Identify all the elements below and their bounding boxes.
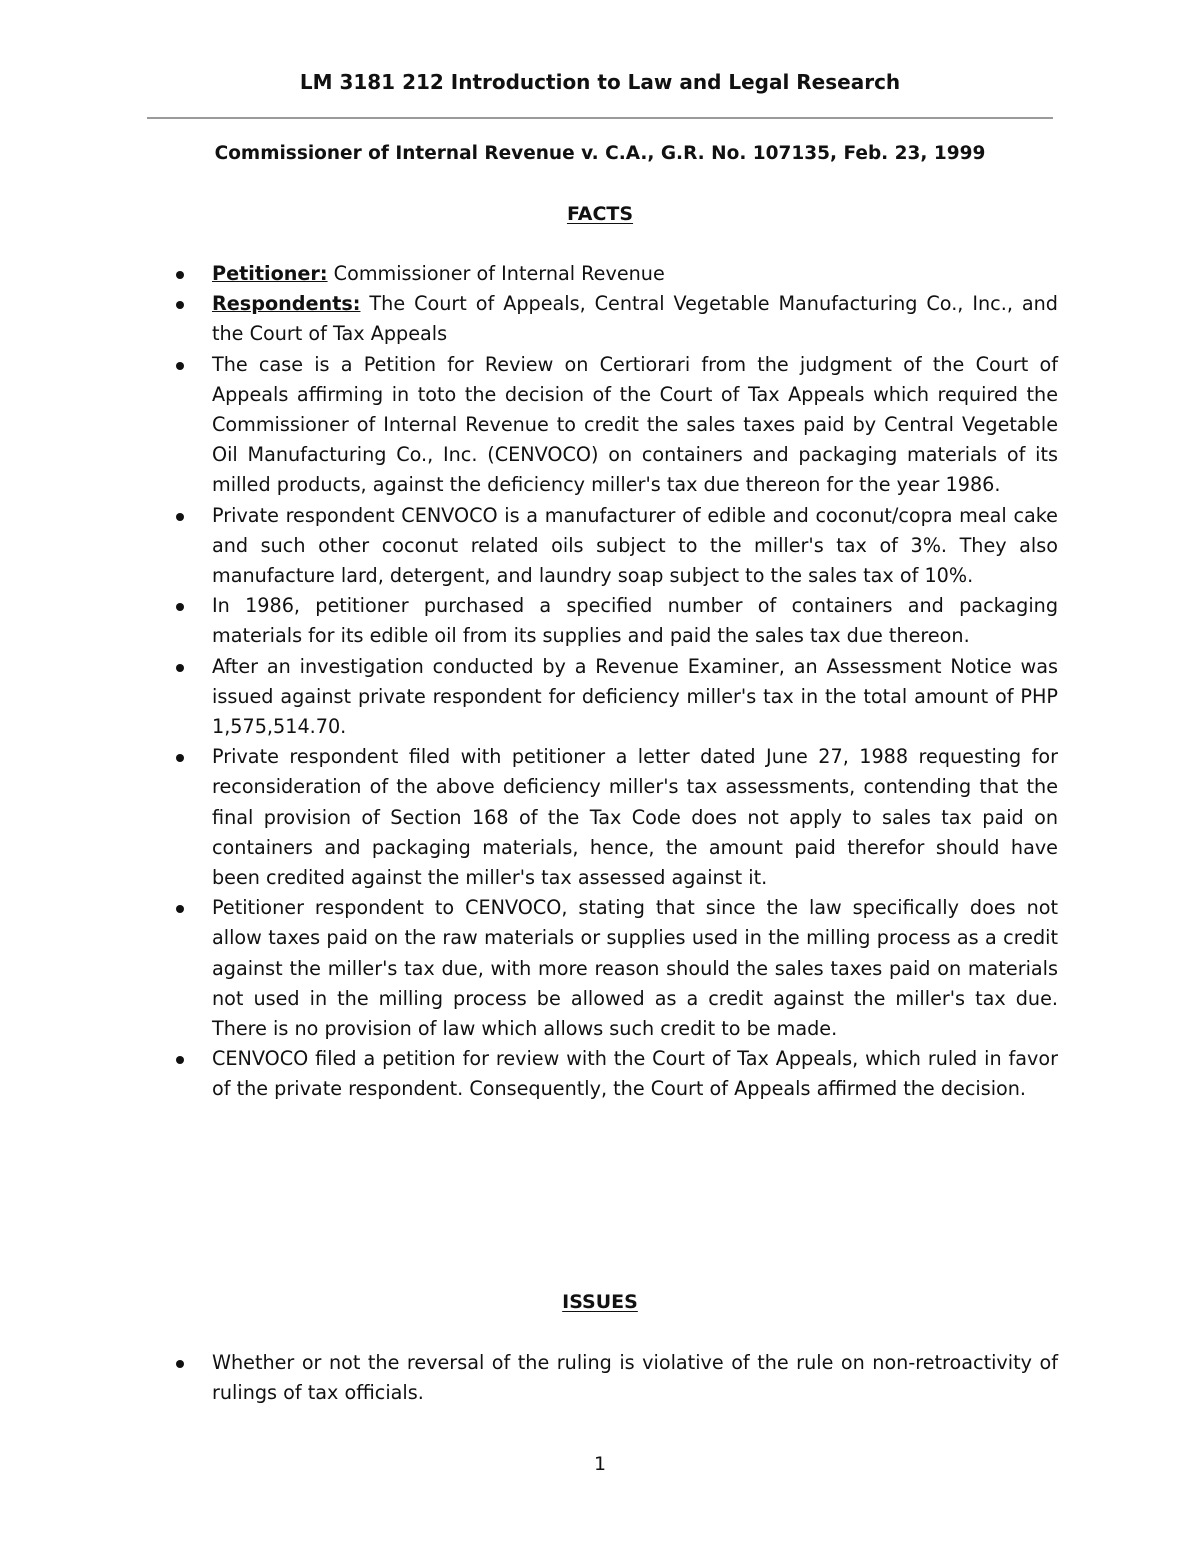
list-item <box>212 652 1058 743</box>
respondents-label: Respondents: <box>212 292 361 316</box>
bullet-icon <box>176 271 184 279</box>
list-item <box>212 259 1058 289</box>
course-header: LM 3181 212 Introduction to Law and Legal Research <box>299 70 901 94</box>
issues-heading: ISSUES <box>562 1291 638 1313</box>
list-item <box>212 501 1058 592</box>
list-item-text: Petitioner respondent to CENVOCO, stating that since the law specifically does not allow taxes paid on the raw materials or supplies used in the milling process as a credit against the miller's tax due, with more reason should the sales taxes paid on materials not used in the milling process be allowed as a credit against the miller's tax due. There is no provision of law which allows such credit to be made. <box>212 896 1058 1041</box>
list-item-text: In 1986, petitioner purchased a specified number of containers and packaging materials for its edible oil from its supplies and paid the sales tax due thereon. <box>212 594 1058 648</box>
list-item <box>212 893 1058 1044</box>
bullet-icon <box>176 603 184 611</box>
list-item-text: Private respondent CENVOCO is a manufacturer of edible and coconut/copra meal cake and such other coconut related oils subject to the miller's tax of 3%. They also manufacture lard, detergent, and laundry soap subject to the sales tax of 10%. <box>212 503 1058 588</box>
list-item-text: The case is a Petition for Review on Certiorari from the judgment of the Court of Appeals affirming in toto the decision of the Court of Tax Appeals which required the Commissioner of Internal Revenue to credit the sales taxes paid by Central Vegetable Oil Manufacturing Co., Inc. (CENVOCO) on containers and packaging materials of its milled products, against the deficiency miller's tax due thereon for the year 1986. <box>212 352 1058 497</box>
list-item <box>212 591 1058 651</box>
page-number: 1 <box>593 1453 607 1475</box>
list-item <box>212 350 1058 501</box>
bullet-icon <box>176 513 184 521</box>
list-item <box>212 1044 1058 1104</box>
case-title: Commissioner of Internal Revenue v. C.A., G.R. No. 107135, Feb. 23, 1999 <box>214 143 986 164</box>
list-item <box>212 289 1058 349</box>
bullet-icon <box>176 301 184 309</box>
facts-heading: FACTS <box>566 203 634 225</box>
list-item-text: The Court of Appeals, Central Vegetable Manufacturing Co., Inc., and the Court of Tax Appeals <box>212 292 1058 346</box>
list-item-text: Whether or not the reversal of the ruling is violative of the rule on non-retroactivity of rulings of tax officials. <box>212 1351 1058 1405</box>
list-item-text: Private respondent filed with petitioner a letter dated June 27, 1988 requesting for reconsideration of the above deficiency miller's tax assessments, contending that the final provision of Section 168 of the Tax Code does not apply to sales tax paid on containers and packaging materials, hence, the amount paid therefor should have been credited against the miller's tax assessed against it. <box>212 745 1058 890</box>
bullet-icon <box>176 1360 184 1368</box>
bullet-icon <box>176 905 184 913</box>
issues-list <box>212 1348 1058 1408</box>
petitioner-label: Petitioner: <box>212 262 328 285</box>
list-item-text: Commissioner of Internal Revenue <box>327 262 665 285</box>
header-divider <box>147 117 1053 119</box>
bullet-icon <box>176 754 184 762</box>
list-item-text: CENVOCO filed a petition for review with the Court of Tax Appeals, which ruled in favor of the private respondent. Consequently, the Court of Appeals affirmed the decision. <box>212 1047 1058 1101</box>
list-item-text: After an investigation conducted by a Revenue Examiner, an Assessment Notice was issued against private respondent for deficiency miller's tax in the total amount of PHP 1,575,514.70. <box>212 654 1058 739</box>
bullet-icon <box>176 362 184 370</box>
list-item <box>212 1348 1058 1408</box>
facts-list <box>212 259 1058 1105</box>
bullet-icon <box>176 1056 184 1064</box>
list-item <box>212 742 1058 893</box>
bullet-icon <box>176 664 184 672</box>
